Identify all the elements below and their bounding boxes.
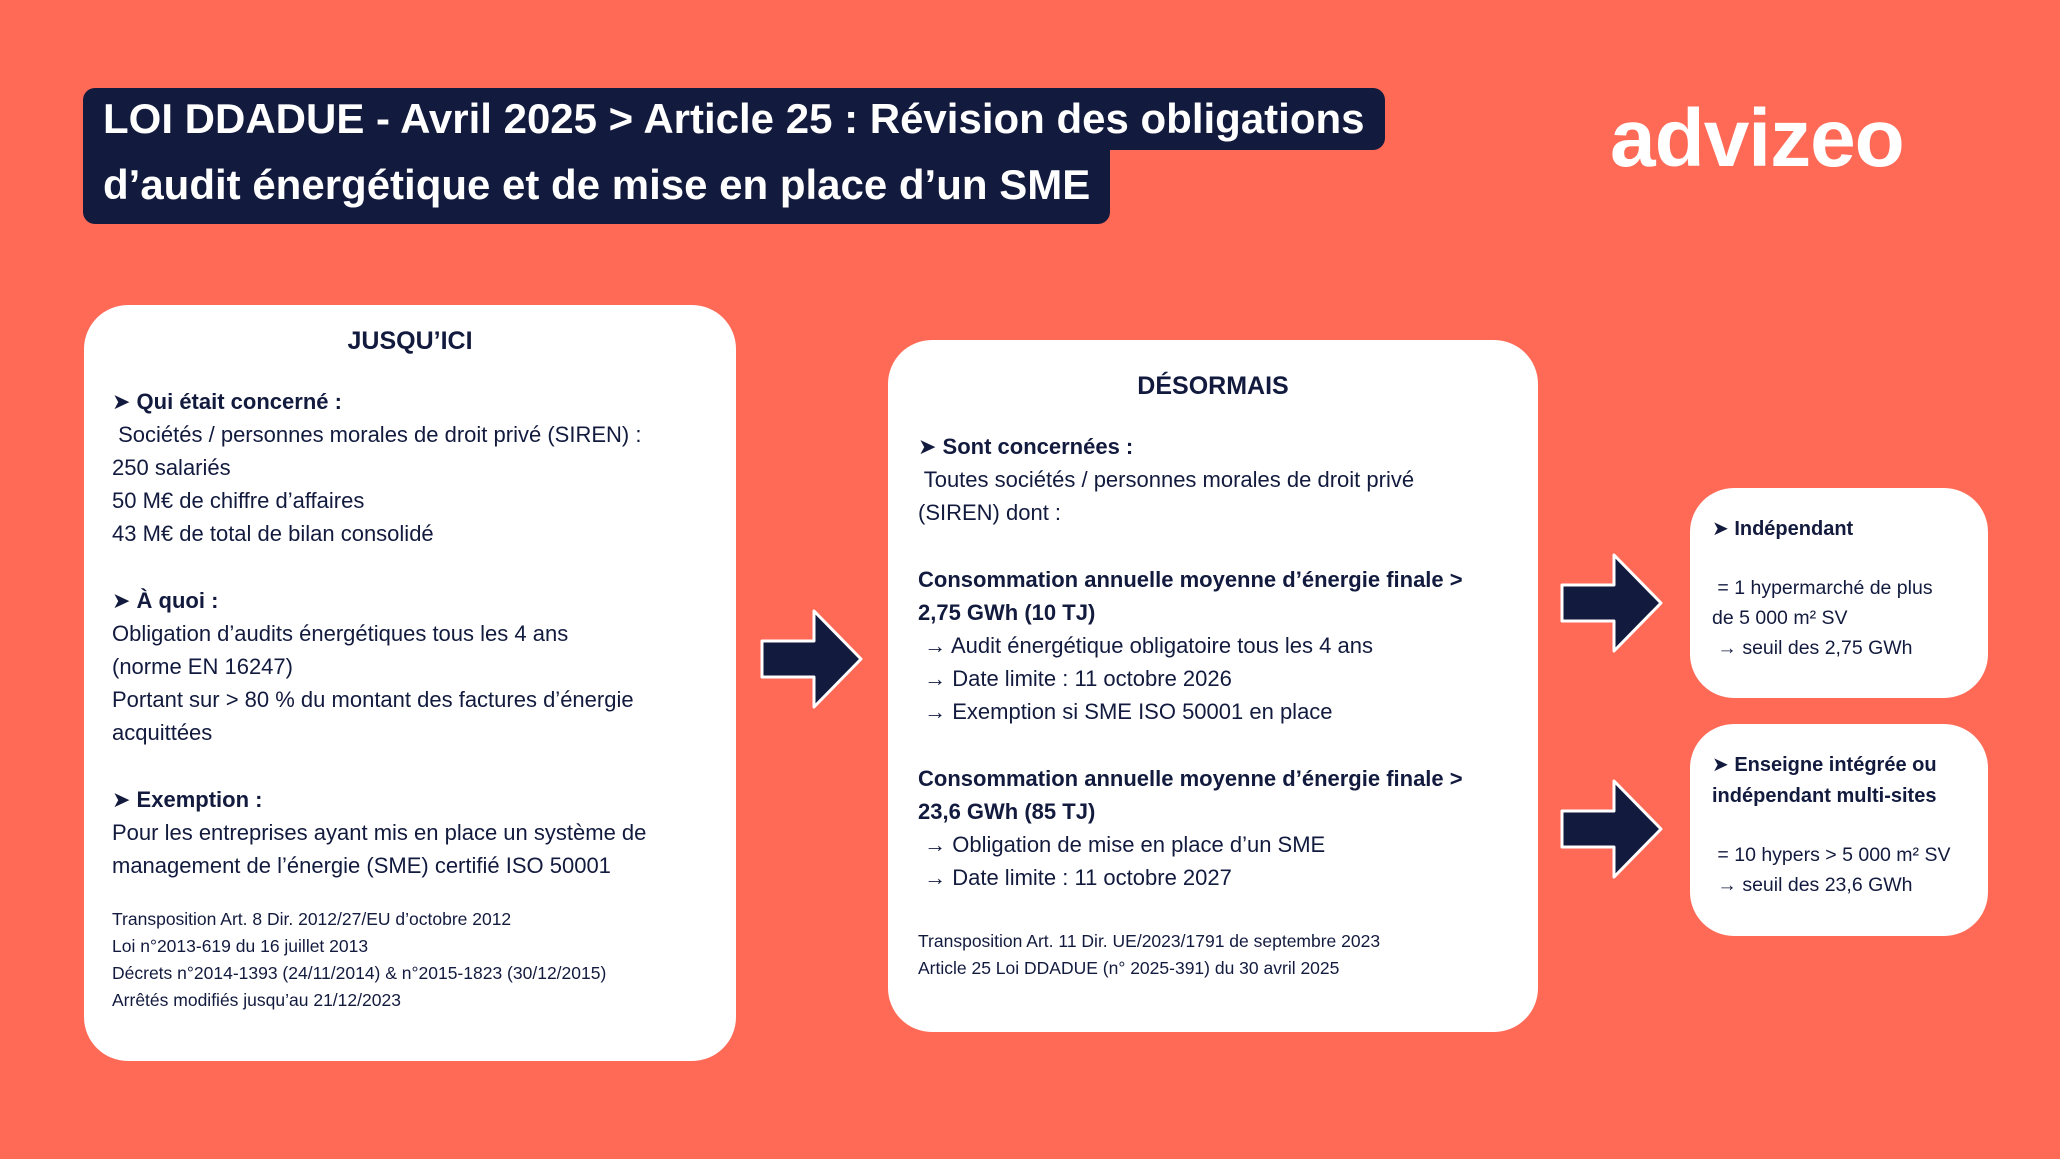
independant-heading: ➤ Indépendant xyxy=(1712,518,1854,540)
section-heading-exemption: ➤ Exemption : xyxy=(112,787,263,812)
multisite-heading: indépendant multi-sites xyxy=(1712,785,1937,807)
reference-line: Décrets n°2014-1393 (24/11/2014) & n°2015-1823 (30/12/2015) xyxy=(112,963,607,983)
text-line: 43 M€ de total de bilan consolidé xyxy=(112,521,434,546)
text-line: (SIREN) dont : xyxy=(918,500,1062,525)
arrow-right-icon xyxy=(760,608,864,710)
card-independant xyxy=(1690,488,1988,698)
text-line: 50 M€ de chiffre d’affaires xyxy=(112,488,365,513)
card-multi-sites xyxy=(1690,724,1988,936)
legal-references xyxy=(112,906,708,1014)
reference-line: Arrêtés modifiés jusqu’au 21/12/2023 xyxy=(112,990,401,1010)
text-line: Sociétés / personnes morales de droit privé (SIREN) : xyxy=(112,422,642,447)
text-line: 250 salariés xyxy=(112,455,231,480)
text-line: → Exemption si SME ISO 50001 en place xyxy=(918,699,1333,724)
text-line: management de l’énergie (SME) certifié ISO 50001 xyxy=(112,853,611,878)
arrow-right-icon xyxy=(1560,552,1664,654)
text-line: Pour les entreprises ayant mis en place un système de xyxy=(112,820,647,845)
text-line: (norme EN 16247) xyxy=(112,654,293,679)
advizeo-logo: advizeo xyxy=(1610,93,1904,184)
card-jusquici xyxy=(84,305,736,1061)
card-title-jusquici: JUSQU’ICI xyxy=(347,327,473,355)
text-line: Obligation d’audits énergétiques tous les 4 ans xyxy=(112,621,569,646)
text-line: de 5 000 m² SV xyxy=(1712,607,1848,629)
reference-line: Transposition Art. 8 Dir. 2012/27/EU d’octobre 2012 xyxy=(112,909,512,929)
reference-line: Article 25 Loi DDADUE (n° 2025-391) du 30 avril 2025 xyxy=(918,958,1340,978)
text-line: → Audit énergétique obligatoire tous les 4 ans xyxy=(918,633,1373,658)
text-line: → Date limite : 11 octobre 2027 xyxy=(918,865,1232,890)
tier2-heading: 23,6 GWh (85 TJ) xyxy=(918,799,1096,824)
tier2-heading: Consommation annuelle moyenne d’énergie finale > xyxy=(918,766,1463,791)
text-line: → Date limite : 11 octobre 2026 xyxy=(918,666,1232,691)
text-line: → seuil des 2,75 GWh xyxy=(1712,637,1913,659)
section-heading-what: ➤ À quoi : xyxy=(112,588,219,613)
multisite-heading: ➤ Enseigne intégrée ou xyxy=(1712,754,1937,776)
reference-line: Transposition Art. 11 Dir. UE/2023/1791 de septembre 2023 xyxy=(918,931,1381,951)
section-heading-concerned-now: ➤ Sont concernées : xyxy=(918,434,1134,459)
text-line: = 10 hypers > 5 000 m² SV xyxy=(1712,844,1951,866)
text-line: acquittées xyxy=(112,720,213,745)
text-line: = 1 hypermarché de plus xyxy=(1712,577,1933,599)
section-heading-concerned: ➤ Qui était concerné : xyxy=(112,389,342,414)
page-title-line-1: LOI DDADUE - Avril 2025 > Article 25 : Révision des obligations xyxy=(83,88,1385,150)
tier1-heading: 2,75 GWh (10 TJ) xyxy=(918,600,1096,625)
reference-line: Loi n°2013-619 du 16 juillet 2013 xyxy=(112,936,369,956)
tier1-heading: Consommation annuelle moyenne d’énergie finale > xyxy=(918,567,1463,592)
text-line: Portant sur > 80 % du montant des factures d’énergie xyxy=(112,687,634,712)
page-title-line-2: d’audit énergétique et de mise en place d’un SME xyxy=(83,150,1110,224)
card-desormais xyxy=(888,340,1538,1032)
text-line: Toutes sociétés / personnes morales de droit privé xyxy=(918,467,1415,492)
card-title-desormais: DÉSORMAIS xyxy=(1137,372,1289,400)
text-line: → seuil des 23,6 GWh xyxy=(1712,874,1913,896)
text-line: → Obligation de mise en place d’un SME xyxy=(918,832,1326,857)
legal-references xyxy=(918,928,1508,982)
arrow-right-icon xyxy=(1560,778,1664,880)
